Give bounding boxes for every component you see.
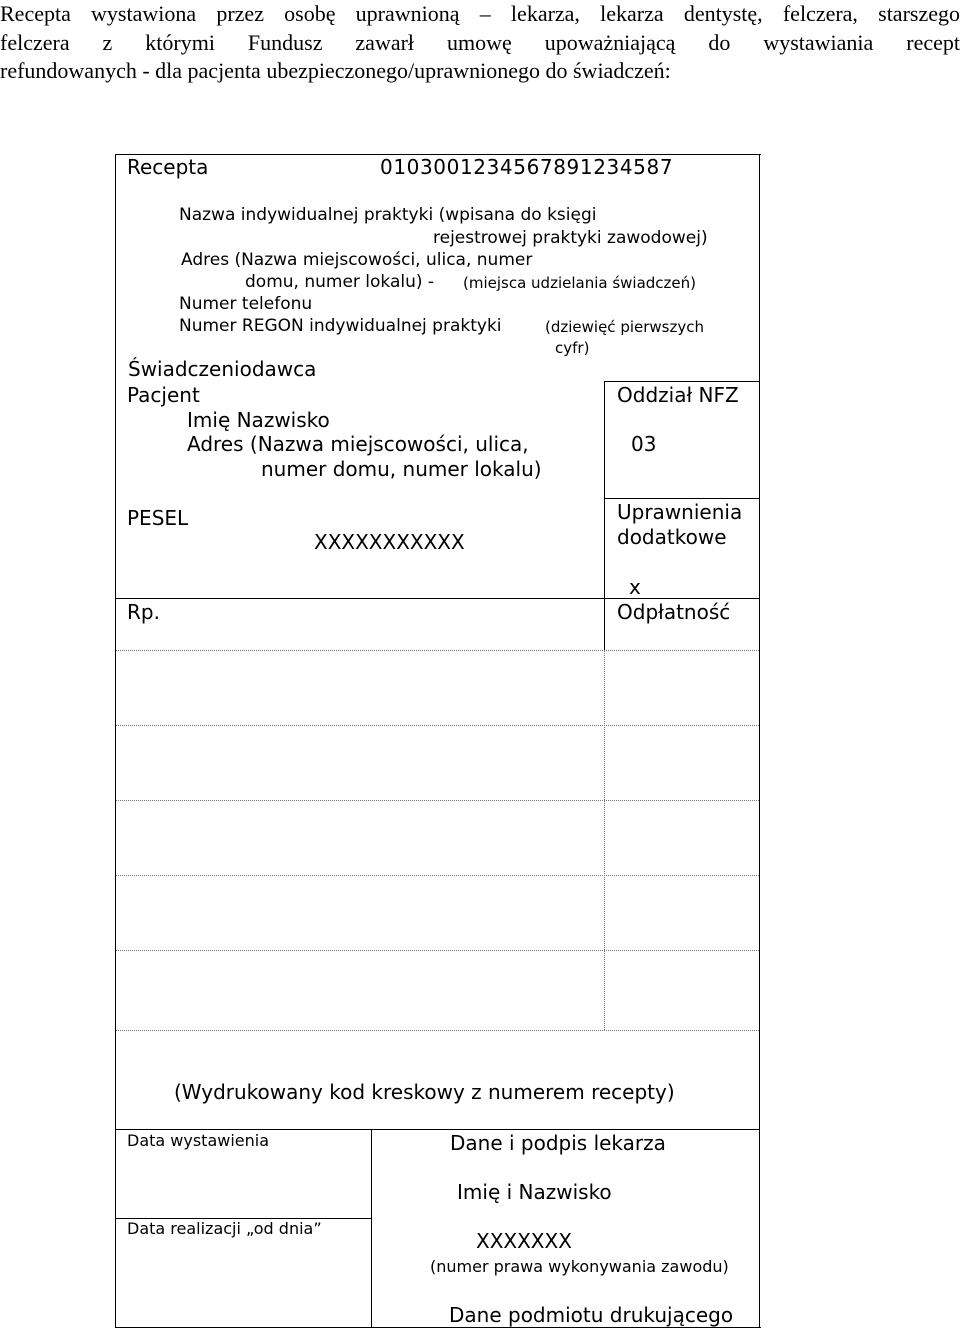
- provider-name-line-2: rejestrowej praktyki zawodowej): [433, 228, 708, 248]
- provider-regon: Numer REGON indywidualnej praktyki: [179, 316, 502, 336]
- printer-label: Dane podmiotu drukującego: [449, 1303, 734, 1327]
- provider-name-line-1: Nazwa indywidualnej praktyki (wpisana do księgi: [179, 205, 597, 225]
- provider-address-note: (miejsca udzielania świadczeń): [463, 274, 697, 292]
- recepta-label: Recepta: [127, 155, 209, 179]
- pesel-value: XXXXXXXXXXX: [314, 530, 465, 554]
- dates-column-divider: [371, 1129, 372, 1328]
- entitlements-value: x: [629, 575, 641, 599]
- nfz-column-divider: [604, 381, 605, 651]
- nfz-label: Oddział NFZ: [617, 383, 739, 407]
- rp-top-line: [115, 598, 760, 599]
- barcode-note: (Wydrukowany kod kreskowy z numerem recepty): [174, 1080, 675, 1104]
- provider-address-line-2: domu, numer lokalu) -: [245, 272, 435, 292]
- provider-regon-note-1: (dziewięć pierwszych: [545, 318, 704, 336]
- form-border-bottom: [115, 1327, 761, 1328]
- provider-regon-note-2: cyfr): [555, 339, 590, 357]
- doctor-license-note: (numer prawa wykonywania zawodu): [430, 1257, 729, 1276]
- rp-grid-line: [116, 725, 759, 726]
- fulfillment-date-label: Data realizacji „od dnia”: [127, 1219, 322, 1238]
- intro-line-1: Recepta wystawiona przez osobę uprawnioną – lekarza, lekarza dentystę, felczera, starszego: [0, 1, 960, 26]
- provider-phone: Numer telefonu: [179, 294, 313, 314]
- rp-grid-line: [116, 650, 759, 651]
- nfz-top-line: [604, 381, 760, 382]
- patient-address-line-2: numer domu, numer lokalu): [261, 457, 542, 481]
- rp-grid-divider: [604, 650, 605, 1030]
- intro-line-2: felczera z którymi Fundusz zawarł umowę upoważniającą do wystawiania recept: [0, 29, 960, 55]
- entitlements-top-line: [604, 498, 760, 499]
- doctor-label: Dane i podpis lekarza: [450, 1131, 666, 1155]
- dates-top-line: [115, 1129, 760, 1130]
- rp-grid-line: [116, 1030, 759, 1031]
- rp-label: Rp.: [127, 600, 160, 624]
- nfz-value: 03: [631, 432, 657, 456]
- form-border-right: [759, 154, 760, 1328]
- rp-grid-line: [116, 875, 759, 876]
- provider-address-line-1: Adres (Nazwa miejscowości, ulica, numer: [181, 250, 533, 270]
- rp-grid-line: [116, 800, 759, 801]
- patient-label: Pacjent: [127, 383, 200, 407]
- issue-date-label: Data wystawienia: [127, 1131, 270, 1150]
- patient-name: Imię Nazwisko: [187, 408, 330, 432]
- entitlements-label-line-2: dodatkowe: [617, 525, 727, 549]
- intro-paragraph: [0, 0, 960, 86]
- pesel-label: PESEL: [127, 506, 189, 530]
- doctor-license-number: XXXXXXX: [476, 1229, 572, 1253]
- intro-line-3: refundowanych - dla pacjenta ubezpieczonego/uprawnionego do świadczeń:: [0, 58, 671, 83]
- payment-label: Odpłatność: [617, 600, 731, 624]
- doctor-name: Imię i Nazwisko: [457, 1180, 612, 1204]
- patient-address-line-1: Adres (Nazwa miejscowości, ulica,: [187, 432, 529, 456]
- entitlements-label-line-1: Uprawnienia: [617, 500, 743, 524]
- rp-grid-line: [116, 950, 759, 951]
- form-border-left: [115, 154, 116, 1328]
- prescription-number: 0103001234567891234587: [380, 155, 674, 179]
- provider-section-label: Świadczeniodawca: [128, 357, 317, 381]
